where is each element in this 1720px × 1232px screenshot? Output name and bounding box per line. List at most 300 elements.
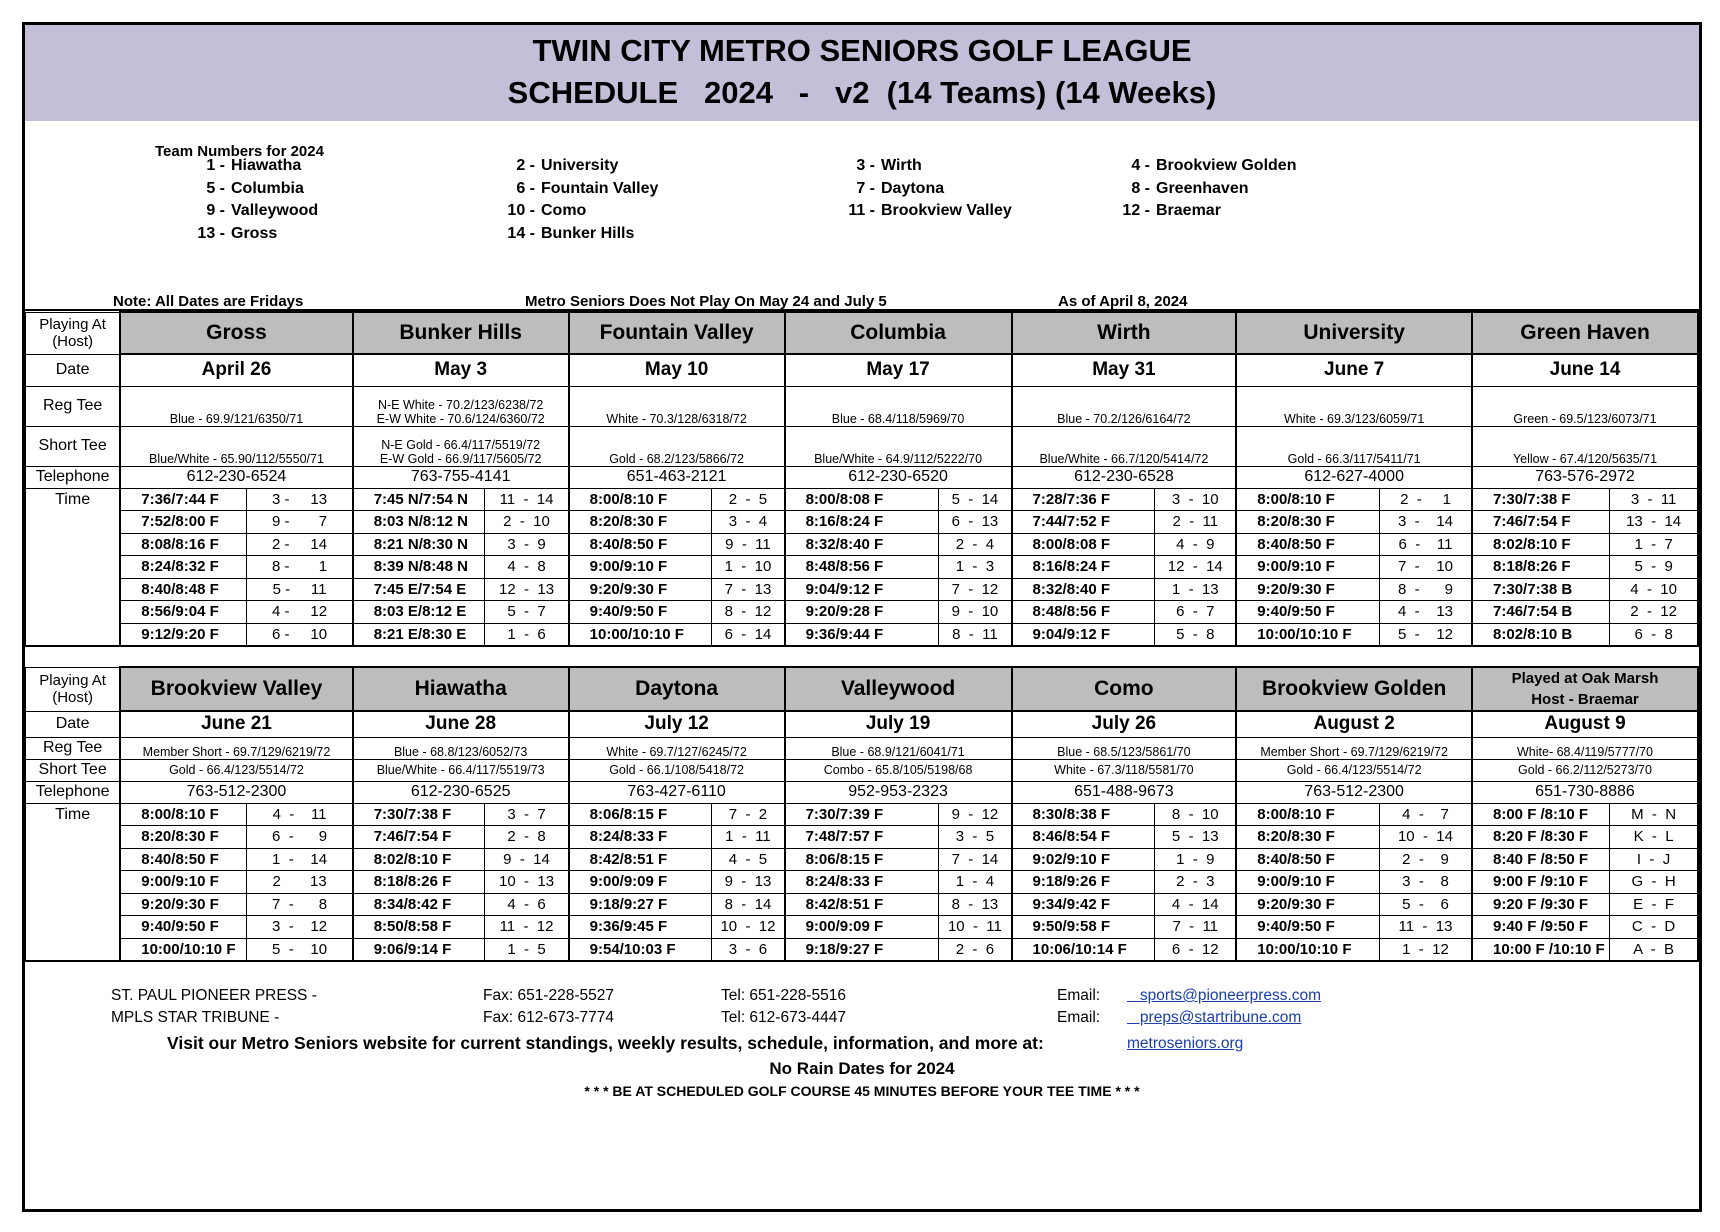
tee-time: 9:40 F /9:50 F	[1472, 916, 1610, 939]
pioneer-email-link[interactable]: sports@pioneerpress.com	[1127, 987, 1322, 1004]
tee-time: 8:06/8:15 F	[569, 803, 712, 826]
team-entry	[455, 225, 634, 243]
course-telephone: 763-512-2300	[1236, 781, 1472, 803]
matchup: 7 - 14	[939, 848, 1012, 871]
matchup: 2 - 11	[1155, 511, 1237, 534]
tee-time: 8:00/8:08 F	[785, 488, 939, 511]
tee-time: 9:00/9:09 F	[569, 871, 712, 894]
tee-time: 8:03 N/8:12 N	[353, 511, 485, 534]
matchup: 12 - 14	[1155, 556, 1237, 579]
tee-time: 9:04/9:12 F	[785, 578, 939, 601]
reg-tee-cell: White - 70.3/128/6318/72	[569, 386, 785, 426]
tee-time: 9:34/9:42 F	[1012, 893, 1155, 916]
matchup: 9 - 10	[939, 601, 1012, 624]
tee-time: 9:20/9:30 F	[1236, 578, 1379, 601]
course-date: June 14	[1472, 354, 1698, 386]
tee-time: 9:00/9:09 F	[785, 916, 939, 939]
team-name: Hiawatha	[231, 157, 302, 174]
tee-time: 9:40/9:50 F	[1236, 601, 1379, 624]
matchup: 2 - 3	[1155, 871, 1237, 894]
team-entry	[145, 157, 301, 175]
course-date: May 10	[569, 354, 785, 386]
tee-time: 7:45 E/7:54 E	[353, 578, 485, 601]
team-number: 7 -	[856, 180, 875, 197]
tee-time: 8:00/8:08 F	[1012, 533, 1155, 556]
short-tee-cell: Blue/White - 65.90/112/5550/71	[120, 426, 352, 466]
matchup: 3 - 12	[247, 916, 353, 939]
matchup: 11 - 12	[485, 916, 569, 939]
matchup: 10 - 12	[712, 916, 785, 939]
matchup: 6 - 13	[939, 511, 1012, 534]
tee-time: 8:00/8:10 F	[1236, 488, 1379, 511]
matchup: 9 - 13	[712, 871, 785, 894]
short-tee-cell: Gold - 66.2/112/5273/70	[1472, 759, 1698, 781]
matchup: 5 - 8	[1155, 623, 1237, 646]
course-date: July 26	[1012, 711, 1237, 737]
course-header: Brookview Golden	[1236, 667, 1472, 711]
course-header: Daytona	[569, 667, 785, 711]
course-header: Hiawatha	[353, 667, 569, 711]
row-label-reg-tee: Reg Tee	[26, 737, 121, 759]
matchup: 7 - 8	[247, 893, 353, 916]
course-telephone: 952-953-2323	[785, 781, 1012, 803]
matchup: 13 - 14	[1610, 511, 1698, 534]
tee-time: 8:48/8:56 F	[1012, 601, 1155, 624]
matchup: K - L	[1610, 826, 1698, 849]
course-telephone: 763-427-6110	[569, 781, 785, 803]
reg-tee-cell: White - 69.3/123/6059/71	[1236, 386, 1472, 426]
tee-time: 10:00/10:10 F	[1236, 938, 1379, 961]
row-label-short-tee: Short Tee	[26, 759, 121, 781]
pioneer-email-label: Email:	[1057, 987, 1101, 1004]
matchup: 6 - 8	[1610, 623, 1698, 646]
team-name: Brookview Golden	[1156, 157, 1297, 174]
tee-time: 8:46/8:54 F	[1012, 826, 1155, 849]
matchup: 4 - 7	[1379, 803, 1472, 826]
tee-time: 10:06/10:14 F	[1012, 938, 1155, 961]
tee-time: 8:16/8:24 F	[785, 511, 939, 534]
tee-time: 9:54/10:03 F	[569, 938, 712, 961]
pioneer-press-label: ST. PAUL PIONEER PRESS -	[111, 987, 317, 1004]
team-entry	[795, 157, 922, 175]
matchup: 1 - 10	[712, 556, 785, 579]
tee-time: 8:21 N/8:30 N	[353, 533, 485, 556]
tee-time: 8:18/8:26 F	[1472, 556, 1610, 579]
course-host: Host - Braemar	[1531, 691, 1639, 708]
tee-time: 10:00/10:10 F	[1236, 623, 1379, 646]
website-visit-text: Visit our Metro Seniors website for current standings, weekly results, schedule, information, and more at:	[167, 1033, 1044, 1053]
tee-time: 8:02/8:10 B	[1472, 623, 1610, 646]
row-label-date: Date	[26, 354, 121, 386]
matchup: 8 - 13	[939, 893, 1012, 916]
tee-time: 7:28/7:36 F	[1012, 488, 1155, 511]
tee-time: 10:00 F /10:10 F	[1472, 938, 1610, 961]
tee-time: 8:20/8:30 F	[1236, 826, 1379, 849]
tee-time: 8:56/9:04 F	[120, 601, 247, 624]
row-label-time	[26, 893, 121, 916]
tee-time: 8:24/8:33 F	[569, 826, 712, 849]
tee-time: 8:48/8:56 F	[785, 556, 939, 579]
matchup: 2 13	[247, 871, 353, 894]
row-label-time	[26, 533, 121, 556]
tee-time: 8:40 F /8:50 F	[1472, 848, 1610, 871]
row-label-playing-at	[26, 312, 121, 354]
row-label-time: Time	[26, 488, 121, 511]
course-header: Green Haven	[1472, 312, 1698, 354]
tee-time: 9:40/9:50 F	[120, 916, 247, 939]
matchup: 3 - 8	[1379, 871, 1472, 894]
tee-time: 8:24/8:33 F	[785, 871, 939, 894]
tee-time: 7:48/7:57 F	[785, 826, 939, 849]
tee-time: 8:18/8:26 F	[353, 871, 485, 894]
matchup: 1 - 7	[1610, 533, 1698, 556]
tee-time: 7:30/7:39 F	[785, 803, 939, 826]
note-no-play: Metro Seniors Does Not Play On May 24 and July 5	[525, 293, 887, 310]
schedule-table-2	[25, 666, 1699, 962]
tee-time: 8:40/8:50 F	[569, 533, 712, 556]
short-tee-rating: N-E Gold - 66.4/117/5519/72	[381, 437, 541, 452]
host-label: (Host)	[52, 689, 94, 706]
row-label-date: Date	[26, 711, 121, 737]
tee-time: 8:40/8:50 F	[1236, 533, 1379, 556]
course-name: Played at Oak Marsh	[1511, 670, 1659, 687]
team-name: Bunker Hills	[541, 225, 635, 242]
tee-time: 9:40/9:50 F	[1236, 916, 1379, 939]
tee-time: 8:00/8:10 F	[569, 488, 712, 511]
note-as-of: As of April 8, 2024	[1058, 293, 1188, 310]
tee-time: 7:36/7:44 F	[120, 488, 247, 511]
course-date: August 2	[1236, 711, 1472, 737]
team-entry	[795, 180, 944, 198]
matchup: 3 - 7	[485, 803, 569, 826]
team-entry	[455, 180, 658, 198]
matchup: 2 - 8	[485, 826, 569, 849]
reg-tee-cell: Blue - 68.5/123/5861/70	[1012, 737, 1237, 759]
row-label-time	[26, 871, 121, 894]
matchup: 5 - 13	[1155, 826, 1237, 849]
reg-tee-rating: E-W White - 70.6/124/6360/72	[376, 411, 545, 426]
tee-time: 7:52/8:00 F	[120, 511, 247, 534]
tee-time: 9:36/9:44 F	[785, 623, 939, 646]
matchup: 8 - 14	[712, 893, 785, 916]
team-name: Como	[541, 202, 587, 219]
course-date: June 21	[120, 711, 352, 737]
matchup: 5 - 12	[1379, 623, 1472, 646]
tee-time: 9:00 F /9:10 F	[1472, 871, 1610, 894]
matchup: 10 - 11	[939, 916, 1012, 939]
reg-tee-cell: White - 69.7/127/6245/72	[569, 737, 785, 759]
team-number: 5 -	[206, 180, 225, 197]
tee-time: 8:20/8:30 F	[120, 826, 247, 849]
tee-time: 8:20/8:30 F	[1236, 511, 1379, 534]
team-entry	[1070, 202, 1221, 220]
tee-time: 9:20/9:30 F	[1236, 893, 1379, 916]
tee-time: 7:45 N/7:54 N	[353, 488, 485, 511]
team-number: 2 -	[516, 157, 535, 174]
reg-tee-rating: N-E White - 70.2/123/6238/72	[377, 397, 544, 412]
matchup: 3 - 9	[485, 533, 569, 556]
team-numbers-heading: Team Numbers for 2024	[155, 143, 324, 160]
short-tee-cell: Gold - 66.3/117/5411/71	[1236, 426, 1472, 466]
tee-time: 9:00/9:10 F	[569, 556, 712, 579]
matchup: 3 - 13	[247, 488, 353, 511]
course-header: Brookview Valley	[120, 667, 352, 711]
course-date: May 31	[1012, 354, 1237, 386]
course-telephone: 651-488-9673	[1012, 781, 1237, 803]
matchup: 6 - 12	[1155, 938, 1237, 961]
course-date: May 3	[353, 354, 569, 386]
tee-time: 8:00/8:10 F	[120, 803, 247, 826]
team-entry	[455, 157, 618, 175]
matchup: 4 - 12	[247, 601, 353, 624]
team-number: 10 -	[507, 202, 535, 219]
matchup: 1 - 12	[1379, 938, 1472, 961]
matchup: 7 - 11	[1155, 916, 1237, 939]
course-date: June 7	[1236, 354, 1472, 386]
reg-tee-cell: Blue - 68.9/121/6041/71	[785, 737, 1012, 759]
course-header: Bunker Hills	[353, 312, 569, 354]
matchup: 1 - 4	[939, 871, 1012, 894]
schedule-sheet	[22, 22, 1702, 1212]
reg-tee-cell: Green - 69.5/123/6073/71	[1472, 386, 1698, 426]
team-number: 3 -	[856, 157, 875, 174]
tee-time: 8:00 F /8:10 F	[1472, 803, 1610, 826]
course-header: Columbia	[785, 312, 1012, 354]
star-tribune-fax: Fax: 612-673-7774	[483, 1009, 614, 1026]
course-date: July 19	[785, 711, 1012, 737]
tee-time: 9:18/9:27 F	[569, 893, 712, 916]
page-title: TWIN CITY METRO SENIORS GOLF LEAGUE	[532, 33, 1192, 68]
short-tee-cell: Blue/White - 64.9/112/5222/70	[785, 426, 1012, 466]
matchup: 5 - 10	[247, 938, 353, 961]
matchup: 3 - 10	[1155, 488, 1237, 511]
tee-time: 9:50/9:58 F	[1012, 916, 1155, 939]
matchup: 2 - 9	[1379, 848, 1472, 871]
course-telephone: 651-463-2121	[569, 466, 785, 488]
short-tee-cell: Gold - 68.2/123/5866/72	[569, 426, 785, 466]
tee-time: 8:34/8:42 F	[353, 893, 485, 916]
tee-time: 8:40/8:50 F	[1236, 848, 1379, 871]
team-name: University	[541, 157, 619, 174]
tee-time: 9:18/9:27 F	[785, 938, 939, 961]
matchup: 5 - 14	[939, 488, 1012, 511]
team-number: 9 -	[206, 202, 225, 219]
row-label-time: Time	[26, 803, 121, 826]
pioneer-press-tel: Tel: 651-228-5516	[721, 987, 846, 1004]
team-name: Greenhaven	[1156, 180, 1249, 197]
arrival-warning: * * * BE AT SCHEDULED GOLF COURSE 45 MINUTES BEFORE YOUR TEE TIME * * *	[584, 1083, 1140, 1099]
course-date: June 28	[353, 711, 569, 737]
matchup: 7 - 12	[939, 578, 1012, 601]
tee-time: 8:06/8:15 F	[785, 848, 939, 871]
matchup: 10 - 14	[1379, 826, 1472, 849]
matchup: 4 - 10	[1610, 578, 1698, 601]
matchup: G - H	[1610, 871, 1698, 894]
team-entry	[795, 202, 1012, 220]
tee-time: 8:16/8:24 F	[1012, 556, 1155, 579]
tee-time: 8:42/8:51 F	[785, 893, 939, 916]
course-telephone: 612-230-6528	[1012, 466, 1237, 488]
short-tee-cell: White - 67.3/118/5581/70	[1012, 759, 1237, 781]
row-label-short-tee: Short Tee	[26, 426, 121, 466]
course-date: July 12	[569, 711, 785, 737]
matchup: 11 - 14	[485, 488, 569, 511]
matchup: 5 - 9	[1610, 556, 1698, 579]
website-link[interactable]: metroseniors.org	[1127, 1035, 1244, 1052]
pioneer-press-fax: Fax: 651-228-5527	[483, 987, 614, 1004]
matchup: 2 - 6	[939, 938, 1012, 961]
tee-time: 8:24/8:32 F	[120, 556, 247, 579]
team-number: 14 -	[507, 225, 535, 242]
team-entry	[1070, 157, 1296, 175]
tee-time: 9:20/9:30 F	[120, 893, 247, 916]
team-name: Wirth	[881, 157, 922, 174]
tee-time: 8:50/8:58 F	[353, 916, 485, 939]
note-fridays: Note: All Dates are Fridays	[113, 293, 304, 310]
matchup: 2 - 1	[1379, 488, 1472, 511]
matchup: 4 - 5	[712, 848, 785, 871]
tee-time: 8:02/8:10 F	[353, 848, 485, 871]
tee-time: 8:20 F /8:30 F	[1472, 826, 1610, 849]
row-label-time	[26, 556, 121, 579]
tee-time: 7:30/7:38 F	[1472, 488, 1610, 511]
short-tee-cell: Blue/White - 66.7/120/5414/72	[1012, 426, 1237, 466]
matchup: 7 - 2	[712, 803, 785, 826]
reg-tee-cell	[353, 386, 569, 426]
team-number: 13 -	[197, 225, 225, 242]
course-header: Fountain Valley	[569, 312, 785, 354]
matchup: E - F	[1610, 893, 1698, 916]
matchup: 9 - 11	[712, 533, 785, 556]
tee-time: 10:00/10:10 F	[120, 938, 247, 961]
course-header: Gross	[120, 312, 352, 354]
tee-time: 9:02/9:10 F	[1012, 848, 1155, 871]
tee-time: 7:30/7:38 B	[1472, 578, 1610, 601]
star-email-link[interactable]: preps@startribune.com	[1127, 1009, 1302, 1026]
star-email-label: Email:	[1057, 1009, 1101, 1026]
course-date: April 26	[120, 354, 352, 386]
matchup: 7 - 13	[712, 578, 785, 601]
star-tribune-tel: Tel: 612-673-4447	[721, 1009, 846, 1026]
page-subtitle: SCHEDULE 2024 - v2 (14 Teams) (14 Weeks)	[507, 75, 1217, 110]
tee-time: 9:04/9:12 F	[1012, 623, 1155, 646]
matchup: I - J	[1610, 848, 1698, 871]
course-telephone: 763-512-2300	[120, 781, 352, 803]
matchup: 1 - 5	[485, 938, 569, 961]
matchup: 6 - 10	[247, 623, 353, 646]
matchup: 3 - 4	[712, 511, 785, 534]
short-tee-rating: E-W Gold - 66.9/117/5605/72	[379, 451, 542, 466]
tee-time: 8:00/8:10 F	[1236, 803, 1379, 826]
header-banner	[25, 25, 1699, 121]
matchup: 1 - 13	[1155, 578, 1237, 601]
row-label-reg-tee: Reg Tee	[26, 386, 121, 426]
reg-tee-cell: Member Short - 69.7/129/6219/72	[120, 737, 352, 759]
matchup: 1 - 14	[247, 848, 353, 871]
tee-time: 7:46/7:54 F	[1472, 511, 1610, 534]
matchup: 4 - 9	[1155, 533, 1237, 556]
course-telephone: 612-627-4000	[1236, 466, 1472, 488]
matchup: 4 - 11	[247, 803, 353, 826]
tee-time: 7:46/7:54 B	[1472, 601, 1610, 624]
matchup: 12 - 13	[485, 578, 569, 601]
team-name: Braemar	[1156, 202, 1221, 219]
matchup: 5 - 11	[247, 578, 353, 601]
team-number: 11 -	[848, 202, 875, 219]
tee-time: 9:40/9:50 F	[569, 601, 712, 624]
matchup: A - B	[1610, 938, 1698, 961]
tee-time: 9:12/9:20 F	[120, 623, 247, 646]
team-number: 6 -	[516, 180, 535, 197]
course-telephone: 763-755-4141	[353, 466, 569, 488]
matchup: 9 - 7	[247, 511, 353, 534]
matchup: 6 - 11	[1379, 533, 1472, 556]
team-entry	[1070, 180, 1248, 198]
matchup: 6 - 14	[712, 623, 785, 646]
team-entry	[145, 202, 318, 220]
matchup: 8 - 10	[1155, 803, 1237, 826]
team-number: 8 -	[1131, 180, 1150, 197]
course-date: May 17	[785, 354, 1012, 386]
matchup: 4 - 6	[485, 893, 569, 916]
course-header	[1472, 667, 1698, 711]
tee-time: 9:00/9:10 F	[120, 871, 247, 894]
playing-at-label: Playing At	[39, 672, 106, 689]
matchup: 7 - 10	[1379, 556, 1472, 579]
team-name: Brookview Valley	[881, 202, 1012, 219]
team-name: Gross	[231, 225, 278, 242]
team-name: Daytona	[881, 180, 945, 197]
course-header: University	[1236, 312, 1472, 354]
matchup: 3 - 14	[1379, 511, 1472, 534]
tee-time: 9:00/9:10 F	[1236, 556, 1379, 579]
tee-time: 8:08/8:16 F	[120, 533, 247, 556]
matchup: 2 - 4	[939, 533, 1012, 556]
course-date: August 9	[1472, 711, 1698, 737]
row-label-time	[26, 511, 121, 534]
short-tee-cell	[353, 426, 569, 466]
tee-time: 9:36/9:45 F	[569, 916, 712, 939]
course-telephone: 612-230-6520	[785, 466, 1012, 488]
matchup: 1 - 11	[712, 826, 785, 849]
tee-time: 7:44/7:52 F	[1012, 511, 1155, 534]
reg-tee-cell: Blue - 69.9/121/6350/71	[120, 386, 352, 426]
team-number: 1 -	[206, 157, 225, 174]
course-header: Wirth	[1012, 312, 1237, 354]
short-tee-cell: Gold - 66.1/108/5418/72	[569, 759, 785, 781]
matchup: C - D	[1610, 916, 1698, 939]
team-name: Columbia	[231, 180, 304, 197]
team-name: Fountain Valley	[541, 180, 659, 197]
matchup: 6 - 9	[247, 826, 353, 849]
team-entry	[145, 180, 304, 198]
course-header: Como	[1012, 667, 1237, 711]
matchup: 2 - 10	[485, 511, 569, 534]
matchup: 5 - 7	[485, 601, 569, 624]
tee-time: 9:20/9:28 F	[785, 601, 939, 624]
host-label: (Host)	[52, 333, 94, 350]
tee-time: 8:03 E/8:12 E	[353, 601, 485, 624]
tee-time: 9:00/9:10 F	[1236, 871, 1379, 894]
matchup: 2 - 5	[712, 488, 785, 511]
team-number: 4 -	[1131, 157, 1150, 174]
team-entry	[455, 202, 586, 220]
reg-tee-cell: Member Short - 69.7/129/6219/72	[1236, 737, 1472, 759]
matchup: 8 - 1	[247, 556, 353, 579]
row-label-time	[26, 578, 121, 601]
tee-time: 8:21 E/8:30 E	[353, 623, 485, 646]
schedule-table-1	[25, 311, 1699, 647]
